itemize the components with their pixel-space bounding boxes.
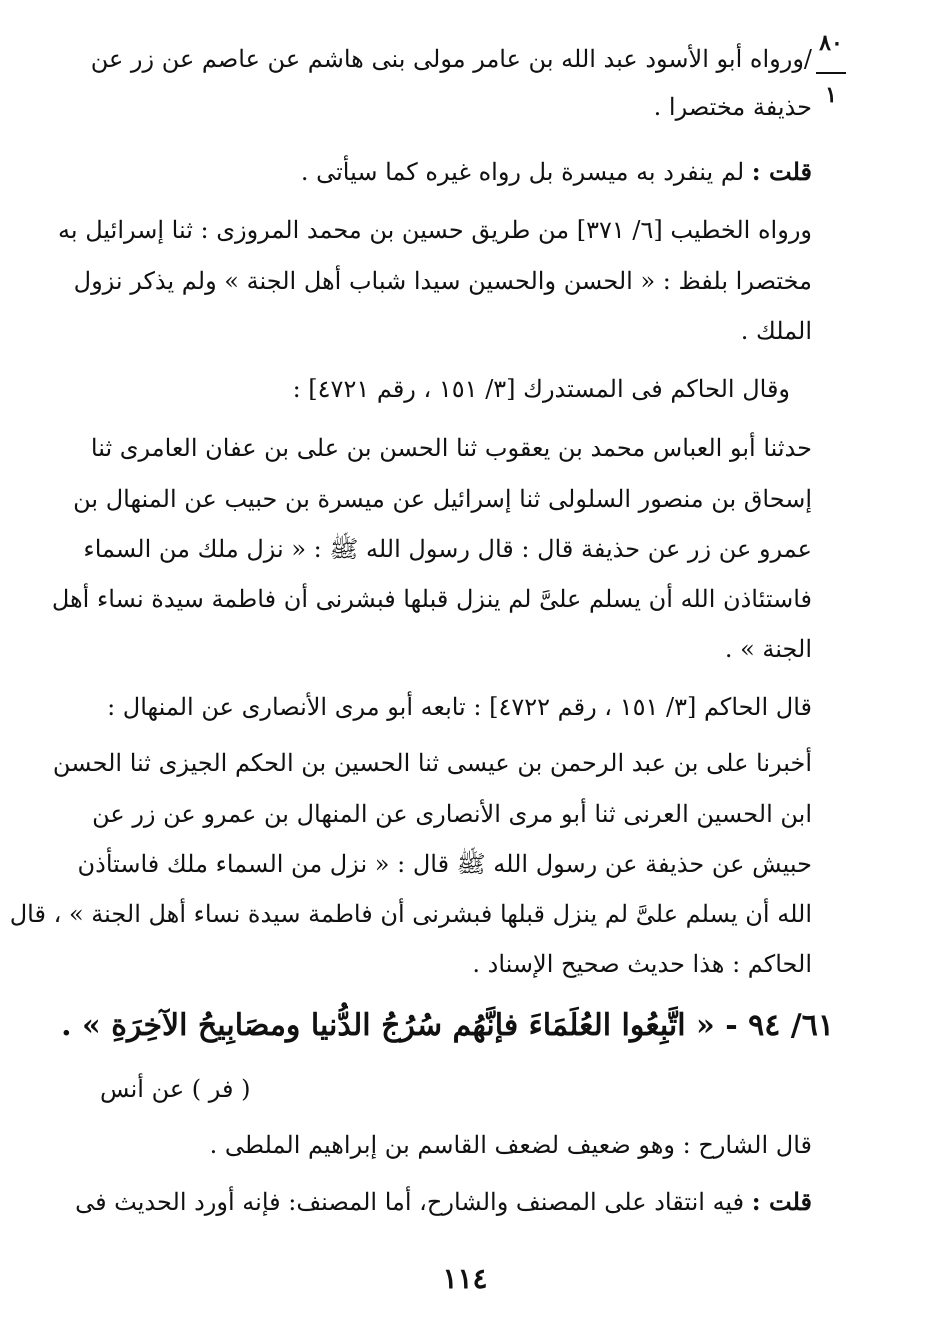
text-line: قال الشارح : وهو ضعيف لضعف القاسم بن إبراهيم الملطى .	[209, 1131, 812, 1159]
text-line: أخبرنا على بن عبد الرحمن بن عيسى ثنا الحسين بن الحكم الجيزى ثنا الحسن	[52, 749, 812, 777]
text-line: وقال الحاكم فى المستدرك [٣/ ١٥١ ، رقم ٤٧٢١] :	[292, 375, 790, 403]
text-span: فيه انتقاد على المصنف والشارح، أما المصنف: فإنه أورد الحديث فى	[75, 1188, 745, 1216]
text-line: الله أن يسلم علىَّ لم ينزل قبلها فبشرنى أن فاطمة سيدة نساء أهل الجنة » ، قال	[9, 900, 812, 928]
text-line: مختصرا بلفظ : « الحسن والحسين سيدا شباب أهل الجنة » ولم يذكر نزول	[73, 267, 812, 295]
text-line: الحاكم : هذا حديث صحيح الإسناد .	[472, 950, 812, 978]
page-number: ١١٤	[442, 1262, 488, 1295]
margin-reference-rule	[816, 72, 846, 74]
qultu-lead: قلت :	[751, 157, 812, 186]
text-line: ورواه الخطيب [٦/ ٣٧١] من طريق حسين بن محمد المروزى : ثنا إسرائيل به	[58, 216, 812, 244]
text-line: ابن الحسين العرنى ثنا أبو مرى الأنصارى عن المنهال بن عمرو عن زر عن	[92, 800, 812, 828]
text-line	[100, 155, 812, 189]
text-span: لم ينفرد به ميسرة بل رواه غيره كما سيأتى .	[300, 158, 745, 186]
text-line: الجنة » .	[724, 635, 812, 663]
text-line: قال الحاكم [٣/ ١٥١ ، رقم ٤٧٢٢] : تابعه أبو مرى الأنصارى عن المنهال :	[107, 693, 812, 721]
margin-reference-top: ٨٠	[819, 30, 843, 56]
hadith-heading: ٦١/ ٩٤ - « اتَّبِعُوا العُلَمَاءَ فإنَّهُم سُرُجُ الدُّنيا ومصَابِيحُ الآخِرَةِ » .	[61, 1008, 834, 1043]
text-line: إسحاق بن منصور السلولى ثنا إسرائيل عن ميسرة بن حبيب عن المنهال بن	[73, 485, 812, 513]
text-line	[75, 1185, 812, 1219]
text-line: حدثنا أبو العباس محمد بن يعقوب ثنا الحسن بن على بن عفان العامرى ثنا	[90, 434, 812, 462]
margin-reference	[814, 30, 848, 108]
text-line: /ورواه أبو الأسود عبد الله بن عامر مولى بنى هاشم عن عاصم عن زر عن	[90, 45, 812, 73]
text-line: فاستئاذن الله أن يسلم علىَّ لم ينزل قبلها فبشرنى أن فاطمة سيدة نساء أهل	[51, 585, 812, 613]
hadith-source: ( فر ) عن أنس	[100, 1075, 251, 1103]
margin-reference-bottom: ١	[825, 82, 837, 108]
qultu-lead: قلت :	[751, 1187, 812, 1216]
text-line: حذيفة مختصرا .	[653, 93, 812, 121]
text-line: الملك .	[740, 317, 812, 345]
text-line: حبيش عن حذيفة عن رسول الله ﷺ قال : « نزل من السماء ملك فاستأذن	[77, 850, 812, 878]
text-line: عمرو عن زر عن حذيفة قال : قال رسول الله ﷺ : « نزل ملك من السماء	[83, 535, 812, 563]
